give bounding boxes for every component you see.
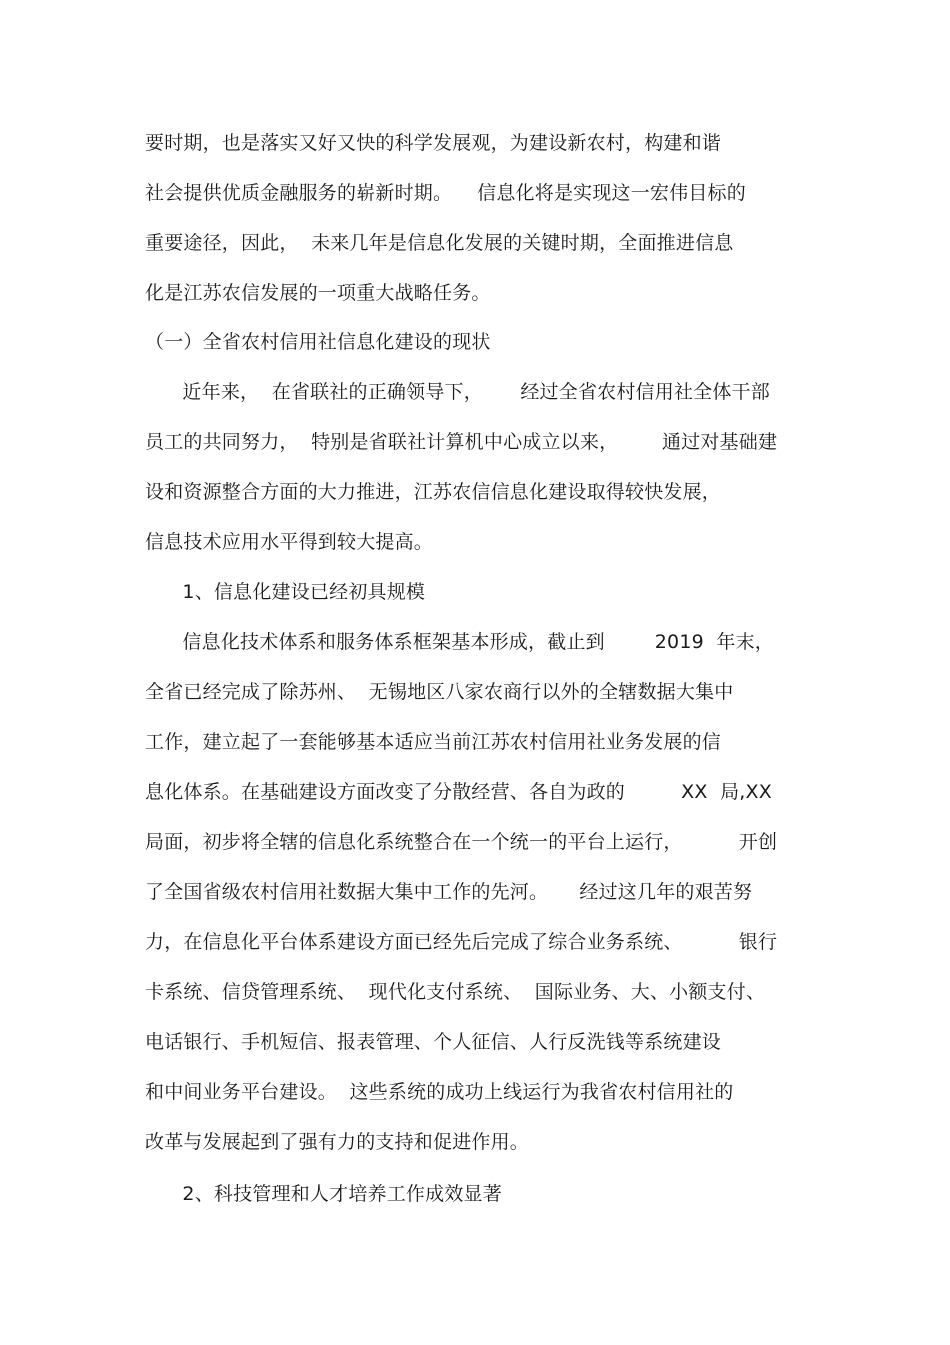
body-text-line: 电话银行、手机短信、报表管理、个人征信、人行反洗钱等系统建设 [145, 1031, 722, 1053]
body-text-line: 力，在信息化平台体系建设方面已经先后完成了综合业务系统、 银行 [145, 931, 778, 953]
subsection-heading: 1、信息化建设已经初具规模 [145, 581, 426, 603]
body-text-line: 近年来， 在省联社的正确领导下， 经过全省农村信用社全体干部 [145, 381, 770, 403]
body-text-line: 和中间业务平台建设。 这些系统的成功上线运行为我省农村信用社的 [145, 1081, 734, 1103]
body-text-line: 化是江苏农信发展的一项重大战略任务。 [145, 282, 491, 304]
body-text-line: 全省已经完成了除苏州、 无锡地区八家农商行以外的全辖数据大集中 [145, 681, 734, 703]
body-text-line: 息化体系。在基础建设方面改变了分散经营、各自为政的 XX 局,XX [145, 781, 772, 803]
body-text-line: 信息技术应用水平得到较大提高。 [145, 531, 434, 553]
body-text-line: 信息化技术体系和服务体系框架基本形成，截止到 2019 年末， [145, 631, 774, 653]
body-text-line: 卡系统、信贷管理系统、 现代化支付系统、 国际业务、大、小额支付、 [145, 981, 766, 1003]
body-text-line: 设和资源整合方面的大力推进，江苏农信信息化建设取得较快发展， [145, 481, 722, 503]
body-text-line: 员工的共同努力， 特别是省联社计算机中心成立以来， 通过对基础建 [145, 431, 778, 453]
subsection-heading: 2、科技管理和人才培养工作成效显著 [145, 1183, 502, 1205]
body-text-line: 社会提供优质金融服务的崭新时期。 信息化将是实现这一宏伟目标的 [145, 182, 746, 204]
body-text-line: 工作，建立起了一套能够基本适应当前江苏农村信用社业务发展的信 [145, 731, 722, 753]
body-text-line: 要时期，也是落实又好又快的科学发展观，为建设新农村，构建和谐 [145, 132, 722, 154]
body-text-line: 重要途径，因此， 未来几年是信息化发展的关键时期，全面推进信息 [145, 232, 734, 254]
body-text-line: 了全国省级农村信用社数据大集中工作的先河。 经过这几年的艰苦努 [145, 881, 753, 903]
body-text-line: 局面，初步将全辖的信息化系统整合在一个统一的平台上运行， 开创 [145, 831, 778, 853]
body-text-line: 改革与发展起到了强有力的支持和促进作用。 [145, 1131, 530, 1153]
section-heading: （一）全省农村信用社信息化建设的现状 [145, 331, 491, 353]
